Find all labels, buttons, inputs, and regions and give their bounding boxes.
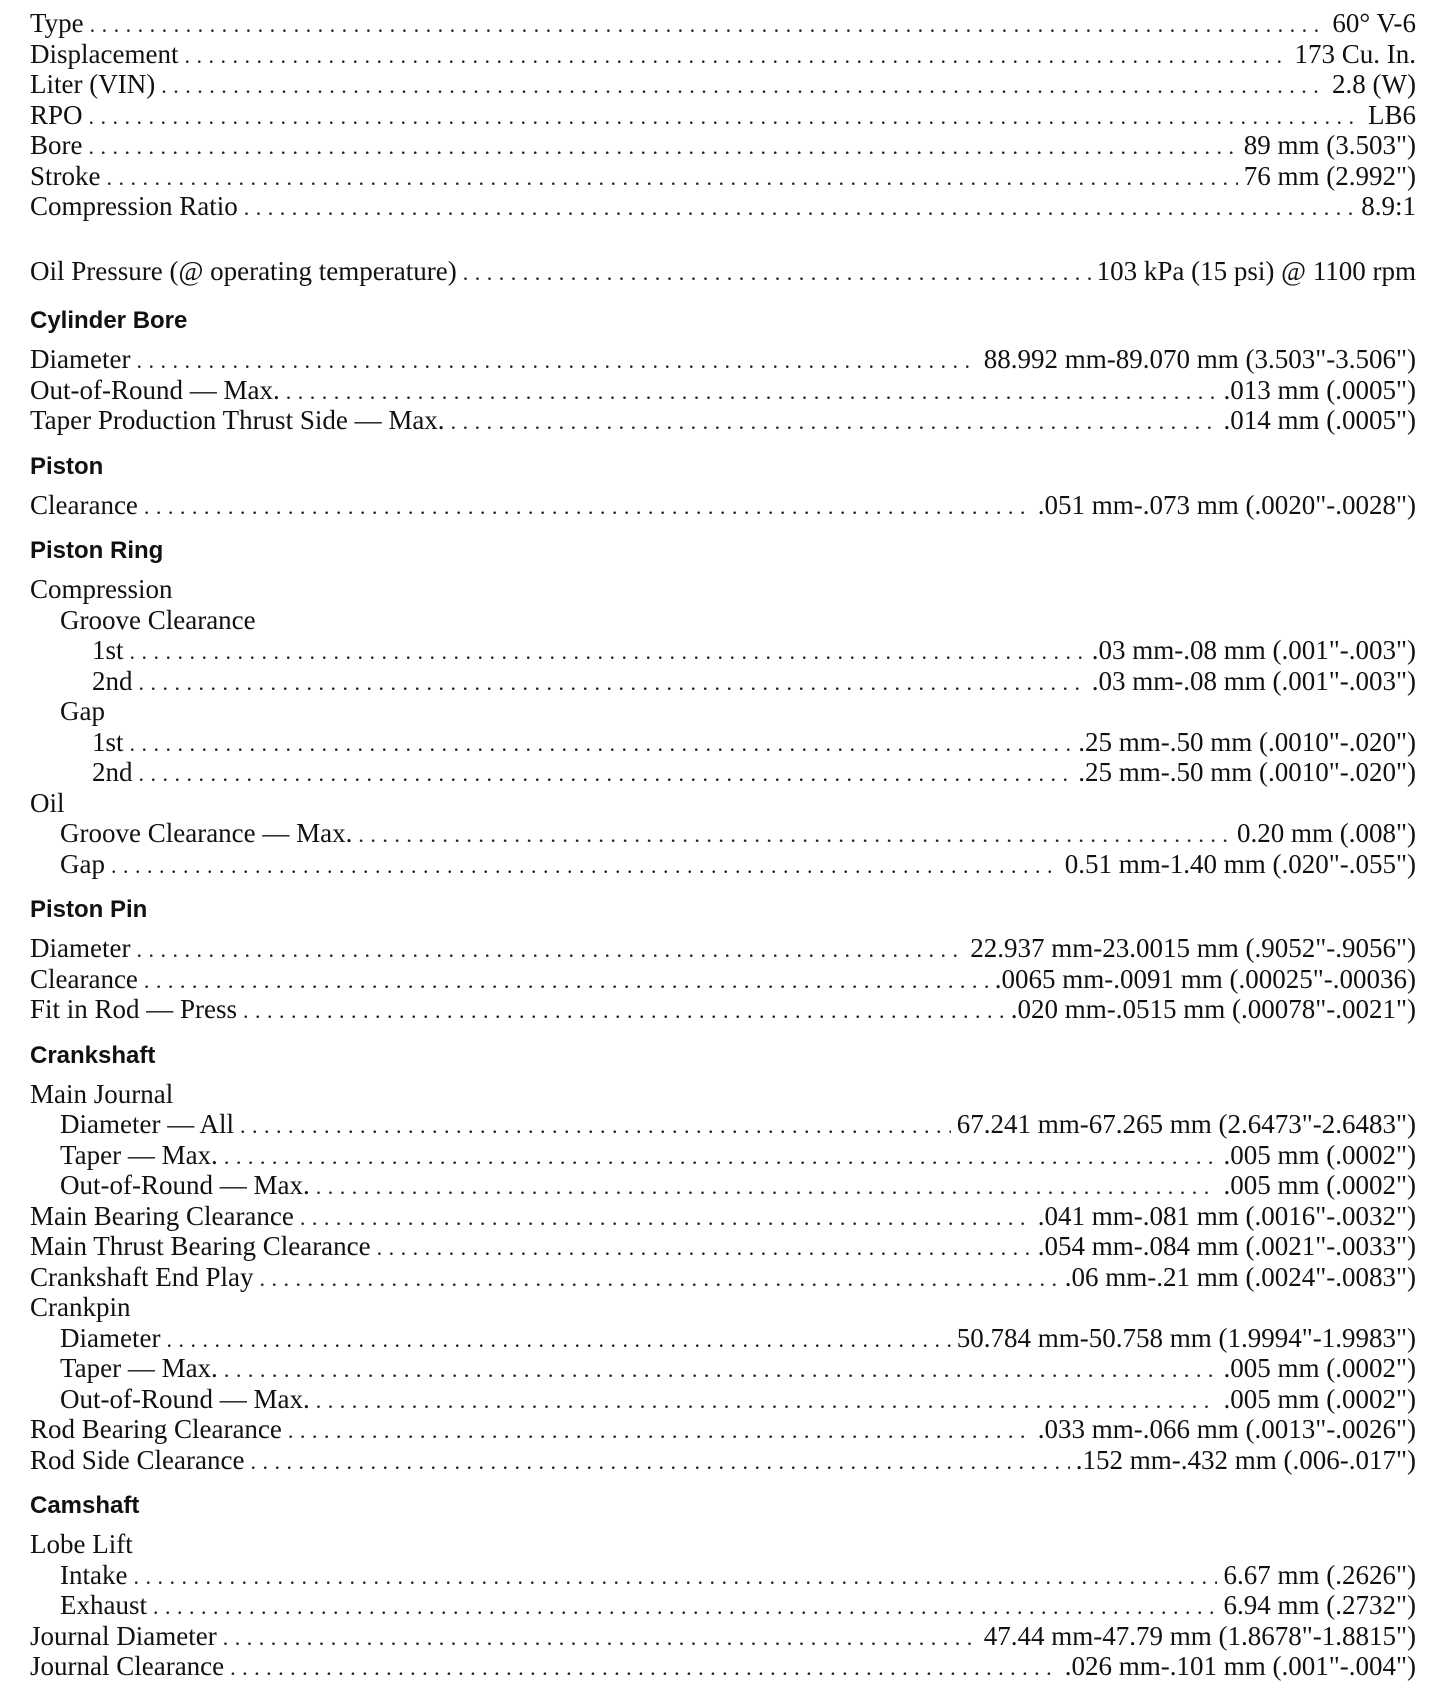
spec-label: Oil [30,787,65,818]
spec-row [30,1353,1416,1384]
spec-label: Intake [60,1559,128,1590]
spec-row [30,1201,1416,1232]
spec-row [30,757,1416,788]
dot-leader [451,407,1218,438]
dot-leader [136,346,977,377]
spec-label: Out-of-Round — Max. [60,1170,310,1200]
spec-value: .051 mm-.073 mm (.0020"-.0028") [1037,489,1416,520]
spec-row [30,1323,1416,1354]
dot-leader [286,377,1218,408]
dot-leader [130,729,1073,760]
spec-label: Crankshaft End Play [30,1261,254,1292]
spec-row [30,1384,1416,1415]
spec-label: Main Bearing Clearance [30,1200,294,1231]
spec-label: Clearance [30,489,138,520]
spec-value: 0.20 mm (.008") [1236,818,1416,848]
spec-label: 1st [92,635,124,665]
engine-specifications-sheet [30,8,1416,1682]
spec-row [30,1651,1416,1682]
dot-leader [316,1172,1218,1203]
spec-label: Diameter [60,1322,161,1353]
spec-value: .03 mm-.08 mm (.001"-.003") [1091,665,1416,696]
spec-label: Out-of-Round — Max. [30,374,280,405]
spec-row [30,1621,1416,1652]
spec-row [30,1445,1416,1476]
dot-leader [463,258,1091,289]
spec-row [30,1109,1416,1140]
spec-value: 8.9:1 [1361,191,1416,221]
spec-value: 2.8 (W) [1332,69,1416,99]
spec-value: 88.992 mm-89.070 mm (3.503"-3.506") [983,344,1416,374]
section-heading: Piston [30,452,104,480]
spec-row [30,1414,1416,1445]
spec-row [30,1170,1416,1201]
spec-row [30,635,1416,666]
spec-row [30,1292,1416,1323]
spec-label: Compression [30,574,173,604]
spec-row [30,130,1416,161]
dot-leader [88,132,1237,163]
dot-leader [130,637,1086,668]
spec-label: Main Journal [30,1078,174,1109]
spec-label: Stroke [30,160,101,191]
spec-label: Bore [30,130,83,160]
dot-leader [139,668,1086,699]
spec-value: .013 mm (.0005") [1223,374,1416,405]
spec-row [30,818,1416,849]
spec-value: 6.94 mm (.2732") [1223,1590,1416,1620]
spec-value: 173 Cu. In. [1294,38,1416,69]
spec-row [30,933,1416,964]
spec-label: Lobe Lift [30,1529,133,1559]
spec-label: Main Thrust Bearing Clearance [30,1231,371,1261]
spec-label: Crankpin [30,1292,131,1322]
spec-row [30,1079,1416,1110]
dot-leader [259,1264,1058,1295]
spec-row [30,161,1416,192]
spec-label: Clearance [30,963,138,994]
spec-value: .152 mm-.432 mm (.006-.017") [1075,1444,1416,1475]
spec-label: Compression Ratio [30,191,238,221]
spec-label: Displacement [30,38,179,69]
section-heading: Camshaft [30,1492,140,1519]
spec-row [30,1590,1416,1621]
spec-row [30,964,1416,995]
spec-label: Taper — Max. [60,1353,218,1383]
spec-row [30,1529,1416,1560]
spec-row [30,1262,1416,1293]
dot-leader [224,1355,1218,1386]
spec-value: 67.241 mm-67.265 mm (2.6473"-2.6483") [956,1109,1416,1139]
spec-label: Fit in Rod — Press [30,994,238,1024]
spec-label: Taper Production Thrust Side — Max. [30,405,445,435]
spec-value: 60° V-6 [1332,8,1416,38]
spec-value: LB6 [1367,99,1416,130]
spec-value: .005 mm (.0002") [1223,1170,1416,1200]
dot-leader [224,1142,1218,1173]
spacer [30,222,1416,256]
spec-row [30,405,1416,436]
spec-label: Groove Clearance [60,604,256,635]
dot-leader [161,71,1326,102]
dot-leader [111,851,1059,882]
spec-row [30,344,1416,375]
spec-label: Journal Diameter [30,1620,217,1651]
spec-row [30,727,1416,758]
spec-label: Rod Side Clearance [30,1444,245,1475]
dot-leader [316,1386,1218,1417]
dot-leader [288,1416,1032,1447]
spec-value: .014 mm (.0005") [1223,405,1416,435]
spec-value: 89 mm (3.503") [1243,130,1416,160]
spec-row [30,1231,1416,1262]
spec-value: 47.44 mm-47.79 mm (1.8678"-1.8815") [983,1620,1416,1651]
spec-row [30,994,1416,1025]
spec-row [30,605,1416,636]
dot-leader [244,193,1355,224]
spec-row [30,100,1416,131]
spec-label: Journal Clearance [30,1651,225,1681]
spec-label: 1st [92,726,124,757]
dot-leader [139,759,1073,790]
spec-row [30,8,1416,39]
spec-value: .005 mm (.0002") [1223,1383,1416,1414]
section-heading: Crankshaft [30,1041,156,1069]
spec-label: Rod Bearing Clearance [30,1414,282,1444]
spec-value: .005 mm (.0002") [1223,1353,1416,1383]
section-heading: Piston Ring [30,537,164,564]
spec-row [30,696,1416,727]
spec-value: .03 mm-.08 mm (.001"-.003") [1091,635,1416,665]
spec-label: Liter (VIN) [30,69,156,99]
spec-value: 0.51 mm-1.40 mm (.020"-.055") [1064,848,1416,879]
spec-value: .25 mm-.50 mm (.0010"-.020") [1078,726,1416,757]
dot-leader [107,163,1238,194]
spec-label: 2nd [92,665,133,696]
spec-value: .020 mm-.0515 mm (.00078"-.0021") [1010,994,1416,1024]
dot-leader [243,996,1005,1027]
spec-row [30,788,1416,819]
dot-leader [153,1592,1217,1623]
dot-leader [300,1203,1032,1234]
spec-label: 2nd [92,757,133,787]
spec-label: Out-of-Round — Max. [60,1383,310,1414]
spec-value: 76 mm (2.992") [1243,160,1416,191]
dot-leader [184,41,1288,72]
spec-label: Type [30,8,84,38]
spec-value: 103 kPa (15 psi) @ 1100 rpm [1096,255,1416,286]
spec-label: Exhaust [60,1590,147,1620]
spec-row [30,1560,1416,1591]
dot-leader [166,1325,950,1356]
spec-value: 6.67 mm (.2626") [1223,1559,1416,1590]
spec-row [30,191,1416,222]
spec-label: Diameter [30,344,131,374]
spec-label: Diameter [30,933,131,963]
spec-label: Oil Pressure (@ operating temperature) [30,255,457,286]
spec-value: .026 mm-.101 mm (.001"-.004") [1064,1651,1416,1681]
dot-leader [133,1562,1217,1593]
spec-label: Diameter — All [60,1109,234,1139]
dot-leader [90,10,1327,41]
spec-value: .005 mm (.0002") [1223,1139,1416,1170]
spec-row [30,375,1416,406]
dot-leader [230,1653,1059,1684]
dot-leader [144,492,1032,523]
spec-value: .054 mm-.084 mm (.0021"-.0033") [1037,1231,1416,1261]
dot-leader [144,966,989,997]
dot-leader [358,820,1231,851]
spec-label: Taper — Max. [60,1139,218,1170]
spec-label: Groove Clearance — Max. [60,818,353,848]
spec-row [30,666,1416,697]
spec-value: .06 mm-.21 mm (.0024"-.0083") [1064,1261,1416,1292]
dot-leader [136,935,964,966]
section-heading: Piston Pin [30,896,148,923]
spec-label: Gap [60,848,105,879]
section-heading: Cylinder Bore [30,307,188,334]
spec-value: 50.784 mm-50.758 mm (1.9994"-1.9983") [956,1322,1416,1353]
spec-row [30,69,1416,100]
dot-leader [89,102,1362,133]
spec-value: .25 mm-.50 mm (.0010"-.020") [1078,757,1416,787]
spec-row [30,256,1416,287]
dot-leader [250,1447,1069,1478]
dot-leader [240,1111,951,1142]
spec-row [30,574,1416,605]
spec-value: .041 mm-.081 mm (.0016"-.0032") [1037,1200,1416,1231]
dot-leader [377,1233,1032,1264]
spec-value: 22.937 mm-23.0015 mm (.9052"-.9056") [970,933,1416,963]
spec-value: .0065 mm-.0091 mm (.00025"-.00036) [994,963,1416,994]
spec-row [30,490,1416,521]
spec-row [30,849,1416,880]
dot-leader [223,1623,978,1654]
spec-value: .033 mm-.066 mm (.0013"-.0026") [1037,1414,1416,1444]
spec-label: Gap [60,696,105,726]
spec-row [30,39,1416,70]
spec-row [30,1140,1416,1171]
spec-label: RPO [30,99,83,130]
